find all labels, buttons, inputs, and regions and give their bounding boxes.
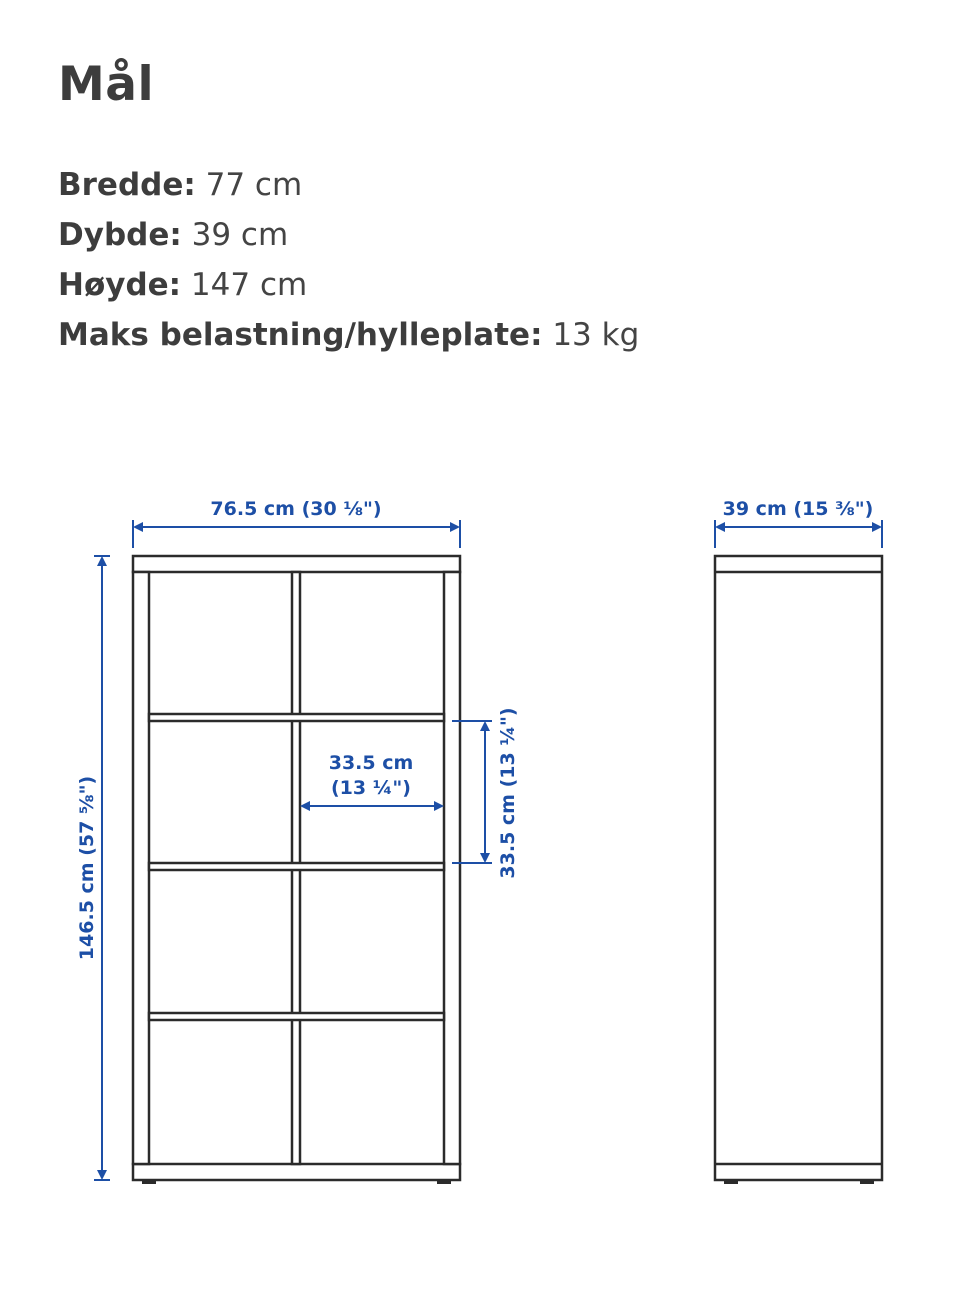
compartment-width-dimension [300,801,444,811]
front-width-label: 76.5 cm (30 ⅛") [210,498,382,520]
spec-label-max-load: Maks belastning/hylleplate: [58,317,543,353]
compartment-width-label-line1: 33.5 cm [328,752,414,774]
spec-label-width: Bredde: [58,167,196,203]
side-foot-right [860,1180,874,1184]
compartment-width-label-line2: (13 ¼") [331,777,411,799]
side-foot-left [724,1180,738,1184]
page-title: Mål [58,57,155,112]
spec-label-depth: Dybde: [58,217,182,253]
side-depth-dimension [715,520,882,548]
front-bottom-board [133,1164,460,1180]
spec-label-height: Høyde: [58,267,182,303]
side-view-shelf [715,556,882,1180]
front-view-shelf [133,556,460,1180]
side-panel [715,556,882,1180]
front-top-board [133,556,460,572]
spec-value-width: 77 cm [205,167,303,203]
front-foot-left [142,1180,156,1184]
side-depth-label: 39 cm (15 ⅜") [722,498,874,520]
spec-value-max-load: 13 kg [552,317,640,353]
front-shelf-3 [149,1013,444,1020]
front-left-side [133,572,149,1164]
compartment-height-label: 33.5 cm (13 ¼") [497,707,519,879]
front-shelf-2 [149,863,444,870]
front-foot-right [437,1180,451,1184]
spec-value-height: 147 cm [190,267,308,303]
front-height-label: 146.5 cm (57 ⅝") [76,775,98,961]
front-shelf-1 [149,714,444,721]
front-right-side [444,572,460,1164]
front-width-dimension [133,520,460,548]
spec-value-depth: 39 cm [191,217,289,253]
